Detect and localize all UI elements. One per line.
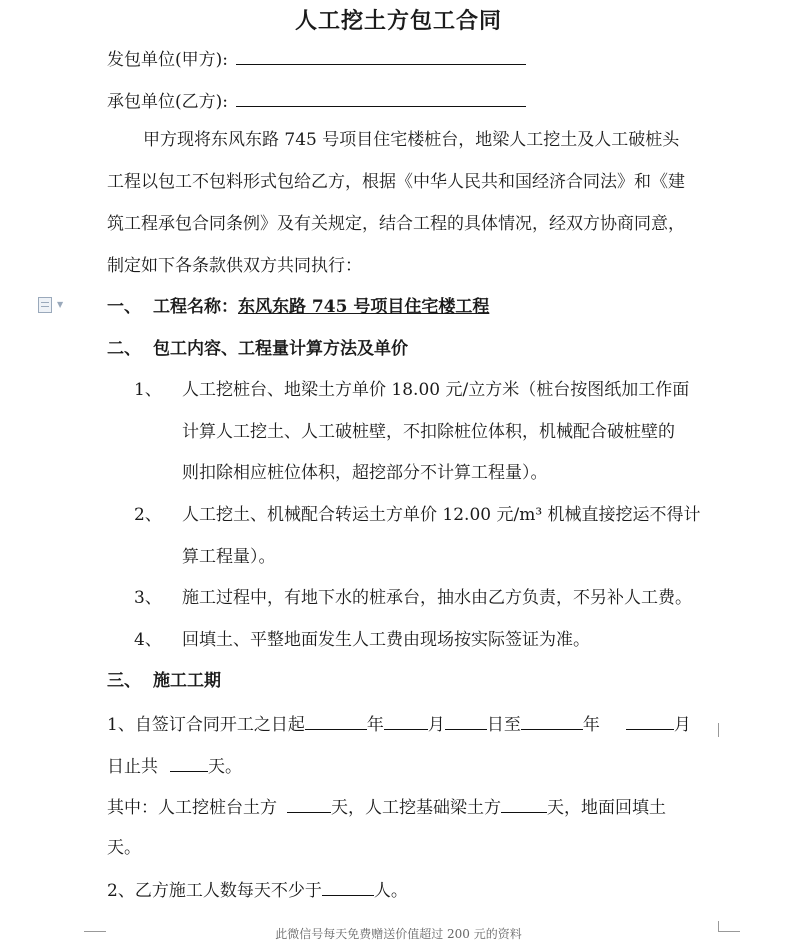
party-a-row: [107, 46, 526, 72]
party-b-row: [107, 88, 526, 114]
beam-days-blank[interactable]: [501, 794, 547, 813]
year-label: 年: [582, 715, 600, 735]
chevron-down-icon[interactable]: ▼: [57, 300, 64, 309]
section-number: 一、: [107, 297, 141, 317]
period-line-1: [107, 711, 691, 737]
item-line: 人工挖桩台、地梁土方单价 18.00 元/立方米（桩台按图纸加工作面: [182, 380, 690, 400]
party-a-label: 发包单位(甲方):: [107, 50, 228, 70]
item-line: 人工挖土、机械配合转运土方单价 12.00 元/m³ 机械直接挖运不得计: [182, 505, 701, 525]
section-3-heading: [107, 669, 221, 693]
month-label: 月: [673, 715, 691, 735]
end-year-blank[interactable]: [521, 711, 583, 730]
total-days-blank[interactable]: [170, 753, 208, 772]
period-prefix: 其中：人工挖桩台土方: [107, 798, 277, 818]
start-year-blank[interactable]: [305, 711, 367, 730]
section-label: 工程名称：: [153, 297, 238, 317]
project-name: 东风东路 745 号项目住宅楼工程: [238, 297, 490, 317]
item-line: 施工过程中，有地下水的桩承台，抽水由乙方负责，不另补人工费。: [182, 588, 692, 608]
item-line: 回填土、平整地面发生人工费由现场按实际签证为准。: [182, 630, 590, 650]
intro-line: 甲方现将东风东路 745 号项目住宅楼桩台，地梁人工挖土及人工破桩头: [143, 130, 680, 150]
section-label: 包工内容、工程量计算方法及单价: [153, 339, 408, 359]
workers-blank[interactable]: [322, 877, 374, 896]
section-2-heading: [107, 337, 408, 361]
start-day-blank[interactable]: [445, 711, 487, 730]
pile-cap-days-blank[interactable]: [287, 794, 331, 813]
contract-title: 人工挖土方包工合同: [294, 8, 502, 34]
item-line: 则扣除相应桩位体积，超挖部分不计算工程量）。: [182, 463, 548, 483]
section-1-heading: [107, 295, 489, 319]
start-month-blank[interactable]: [384, 711, 428, 730]
footer-note: 此微信号每天免费赠送价值超过 200 元的资料: [275, 927, 522, 941]
item-number: 3、: [134, 588, 162, 608]
days-label: 天。: [208, 757, 242, 777]
section-number: 三、: [107, 671, 141, 691]
month-label: 月: [427, 715, 445, 735]
party-a-blank[interactable]: [236, 46, 526, 65]
year-label: 年: [366, 715, 384, 735]
intro-line: 工程以包工不包料形式包给乙方，根据《中华人民共和国经济合同法》和《建: [107, 172, 685, 192]
period-line-5: [107, 877, 408, 903]
section-number: 二、: [107, 339, 141, 359]
intro-line: 制定如下各条款供双方共同执行：: [107, 256, 362, 276]
item-line: 计算人工挖土、人工破桩壁，不扣除桩位体积，机械配合破桩壁的: [182, 422, 675, 442]
period-line-3: [107, 794, 666, 820]
period-mid: 天，地面回填土: [547, 798, 666, 818]
section-label: 施工工期: [153, 671, 221, 691]
item-number: 1、: [134, 380, 162, 400]
period-line-2: [107, 753, 242, 779]
day-label: 日至: [486, 715, 521, 735]
margin-mark: [718, 723, 719, 737]
item-line: 算工程量）。: [182, 547, 276, 567]
intro-line: 筑工程承包合同条例》及有关规定，结合工程的具体情况，经双方协商同意，: [107, 214, 685, 234]
period-mid: 天，人工挖基础梁土方: [331, 798, 501, 818]
workers-suffix: 人。: [373, 881, 408, 901]
party-b-label: 承包单位(乙方):: [107, 92, 228, 112]
item-number: 2、: [134, 505, 162, 525]
period-prefix: 1、自签订合同开工之日起: [107, 715, 305, 735]
period-prefix: 日止共: [107, 757, 158, 777]
document-icon[interactable]: [38, 297, 52, 313]
workers-prefix: 2、乙方施工人数每天不少于: [107, 881, 322, 901]
item-number: 4、: [134, 630, 162, 650]
end-month-blank[interactable]: [626, 711, 674, 730]
period-line-4: 天。: [107, 838, 141, 858]
party-b-blank[interactable]: [236, 88, 526, 107]
